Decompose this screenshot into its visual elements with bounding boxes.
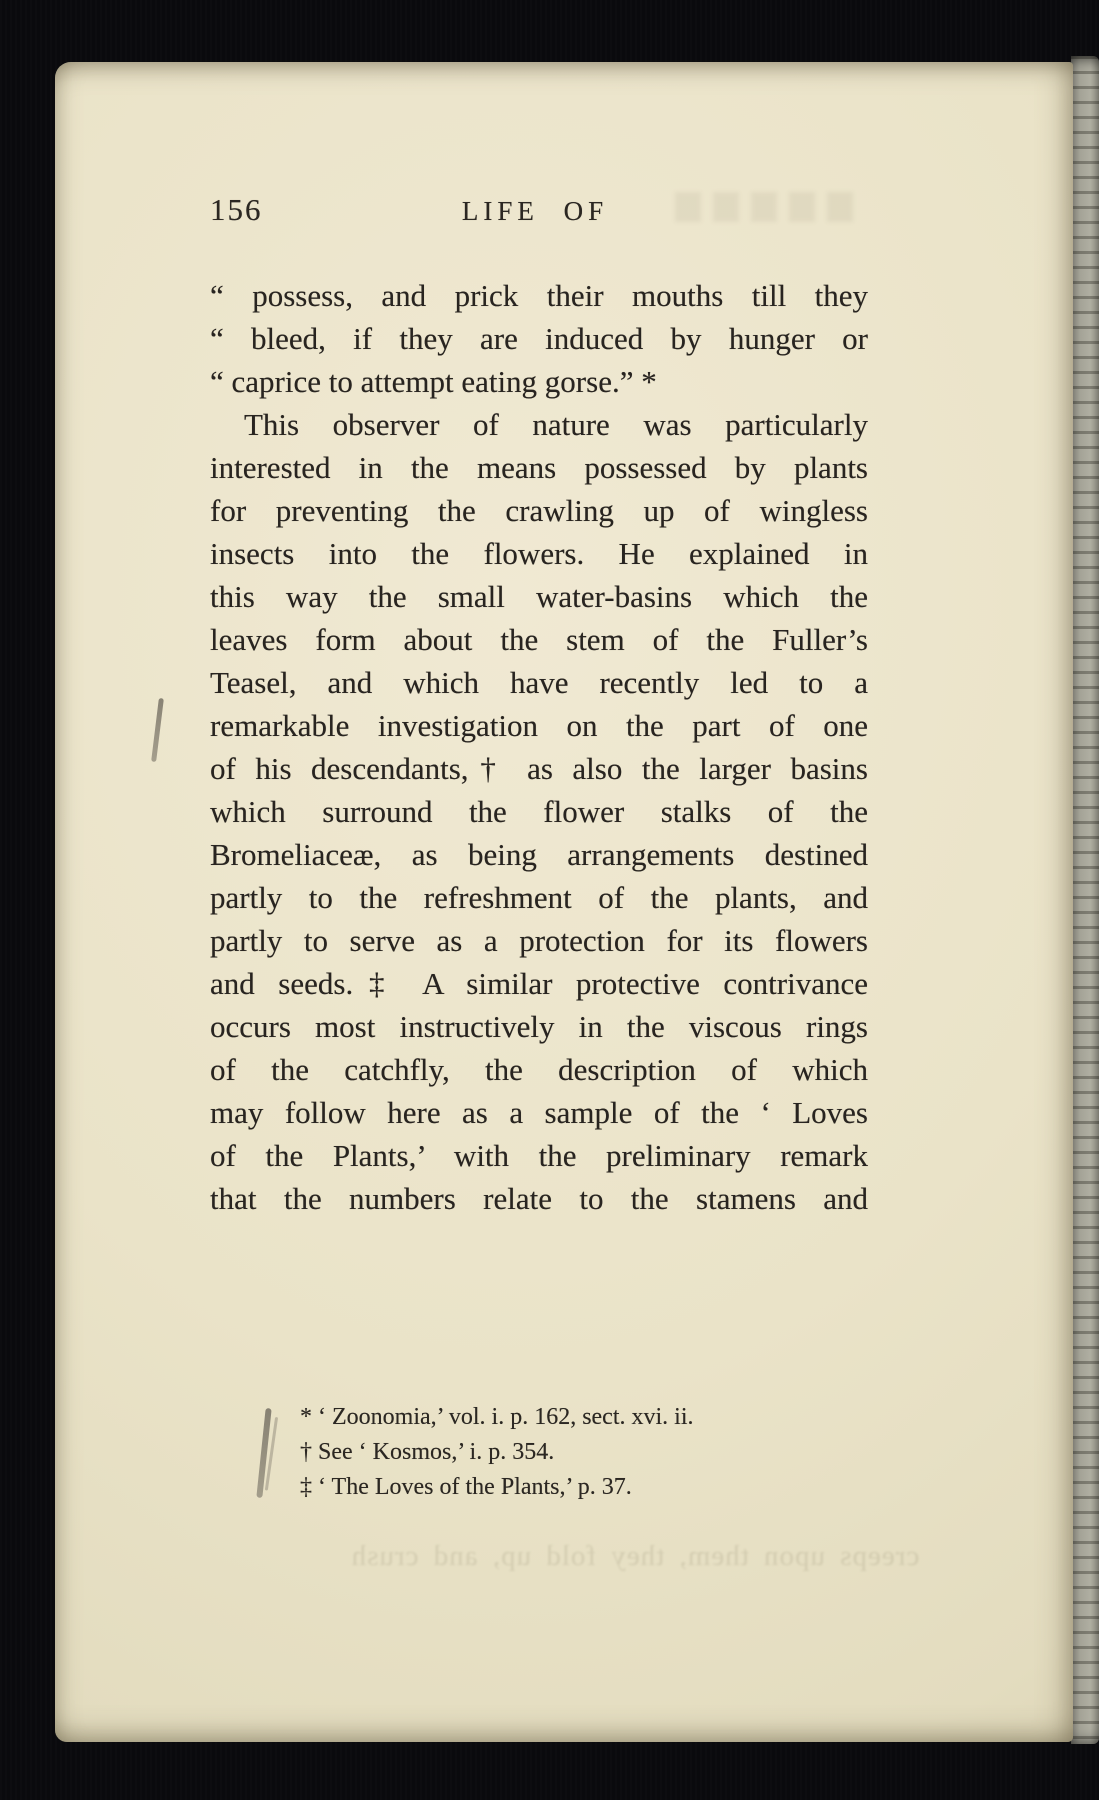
body-line: interested in the means possessed by plants: [210, 450, 868, 485]
body-line: This observer of nature was particularly: [244, 407, 868, 442]
page-number: 156: [210, 192, 263, 227]
body-text: [210, 274, 868, 1220]
body-line: which surround the flower stalks of the: [210, 794, 868, 829]
running-header: LIFE OF: [461, 196, 609, 226]
footnote-line: * ‘ Zoonomia,’ vol. i. p. 162, sect. xvi. ii.: [300, 1404, 694, 1430]
footnote-line: † See ‘ Kosmos,’ i. p. 354.: [300, 1439, 555, 1465]
body-line: for preventing the crawling up of wingless: [210, 493, 868, 528]
body-line: of the catchfly, the description of which: [210, 1052, 868, 1087]
body-line: this way the small water-basins which the: [210, 579, 868, 614]
book-page: [55, 62, 1073, 1742]
body-line: occurs most instructively in the viscous rings: [210, 1009, 868, 1044]
body-line: partly to serve as a protection for its flowers: [210, 923, 868, 958]
footnotes: [300, 1400, 860, 1505]
body-line: “ possess, and prick their mouths till they: [210, 278, 868, 313]
body-line: that the numbers relate to the stamens and: [210, 1181, 868, 1216]
body-line: leaves form about the stem of the Fuller’s: [210, 622, 868, 657]
show-through-text: creeps upon them, they fold up, and crush: [350, 1540, 920, 1572]
body-line: of the Plants,’ with the preliminary remark: [210, 1138, 868, 1173]
body-line: Bromeliaceæ, as being arrangements destined: [210, 837, 868, 872]
footnote-line: ‡ ‘ The Loves of the Plants,’ p. 37.: [300, 1474, 632, 1500]
body-line: insects into the flowers. He explained in: [210, 536, 868, 571]
body-line: may follow here as a sample of the ‘ Loves: [210, 1095, 868, 1130]
body-line: Teasel, and which have recently led to a: [210, 665, 868, 700]
body-line: and seeds.‡ A similar protective contrivance: [210, 966, 868, 1001]
body-line: “ caprice to attempt eating gorse.” *: [210, 364, 657, 399]
pencil-mark: [151, 698, 164, 762]
body-line: remarkable investigation on the part of one: [210, 708, 868, 743]
pencil-mark: [256, 1408, 271, 1498]
body-line: partly to the refreshment of the plants, and: [210, 880, 868, 915]
body-line: of his descendants,† as also the larger basins: [210, 751, 868, 786]
body-line: “ bleed, if they are induced by hunger or: [210, 321, 868, 356]
book-fore-edge: [1071, 56, 1099, 1744]
